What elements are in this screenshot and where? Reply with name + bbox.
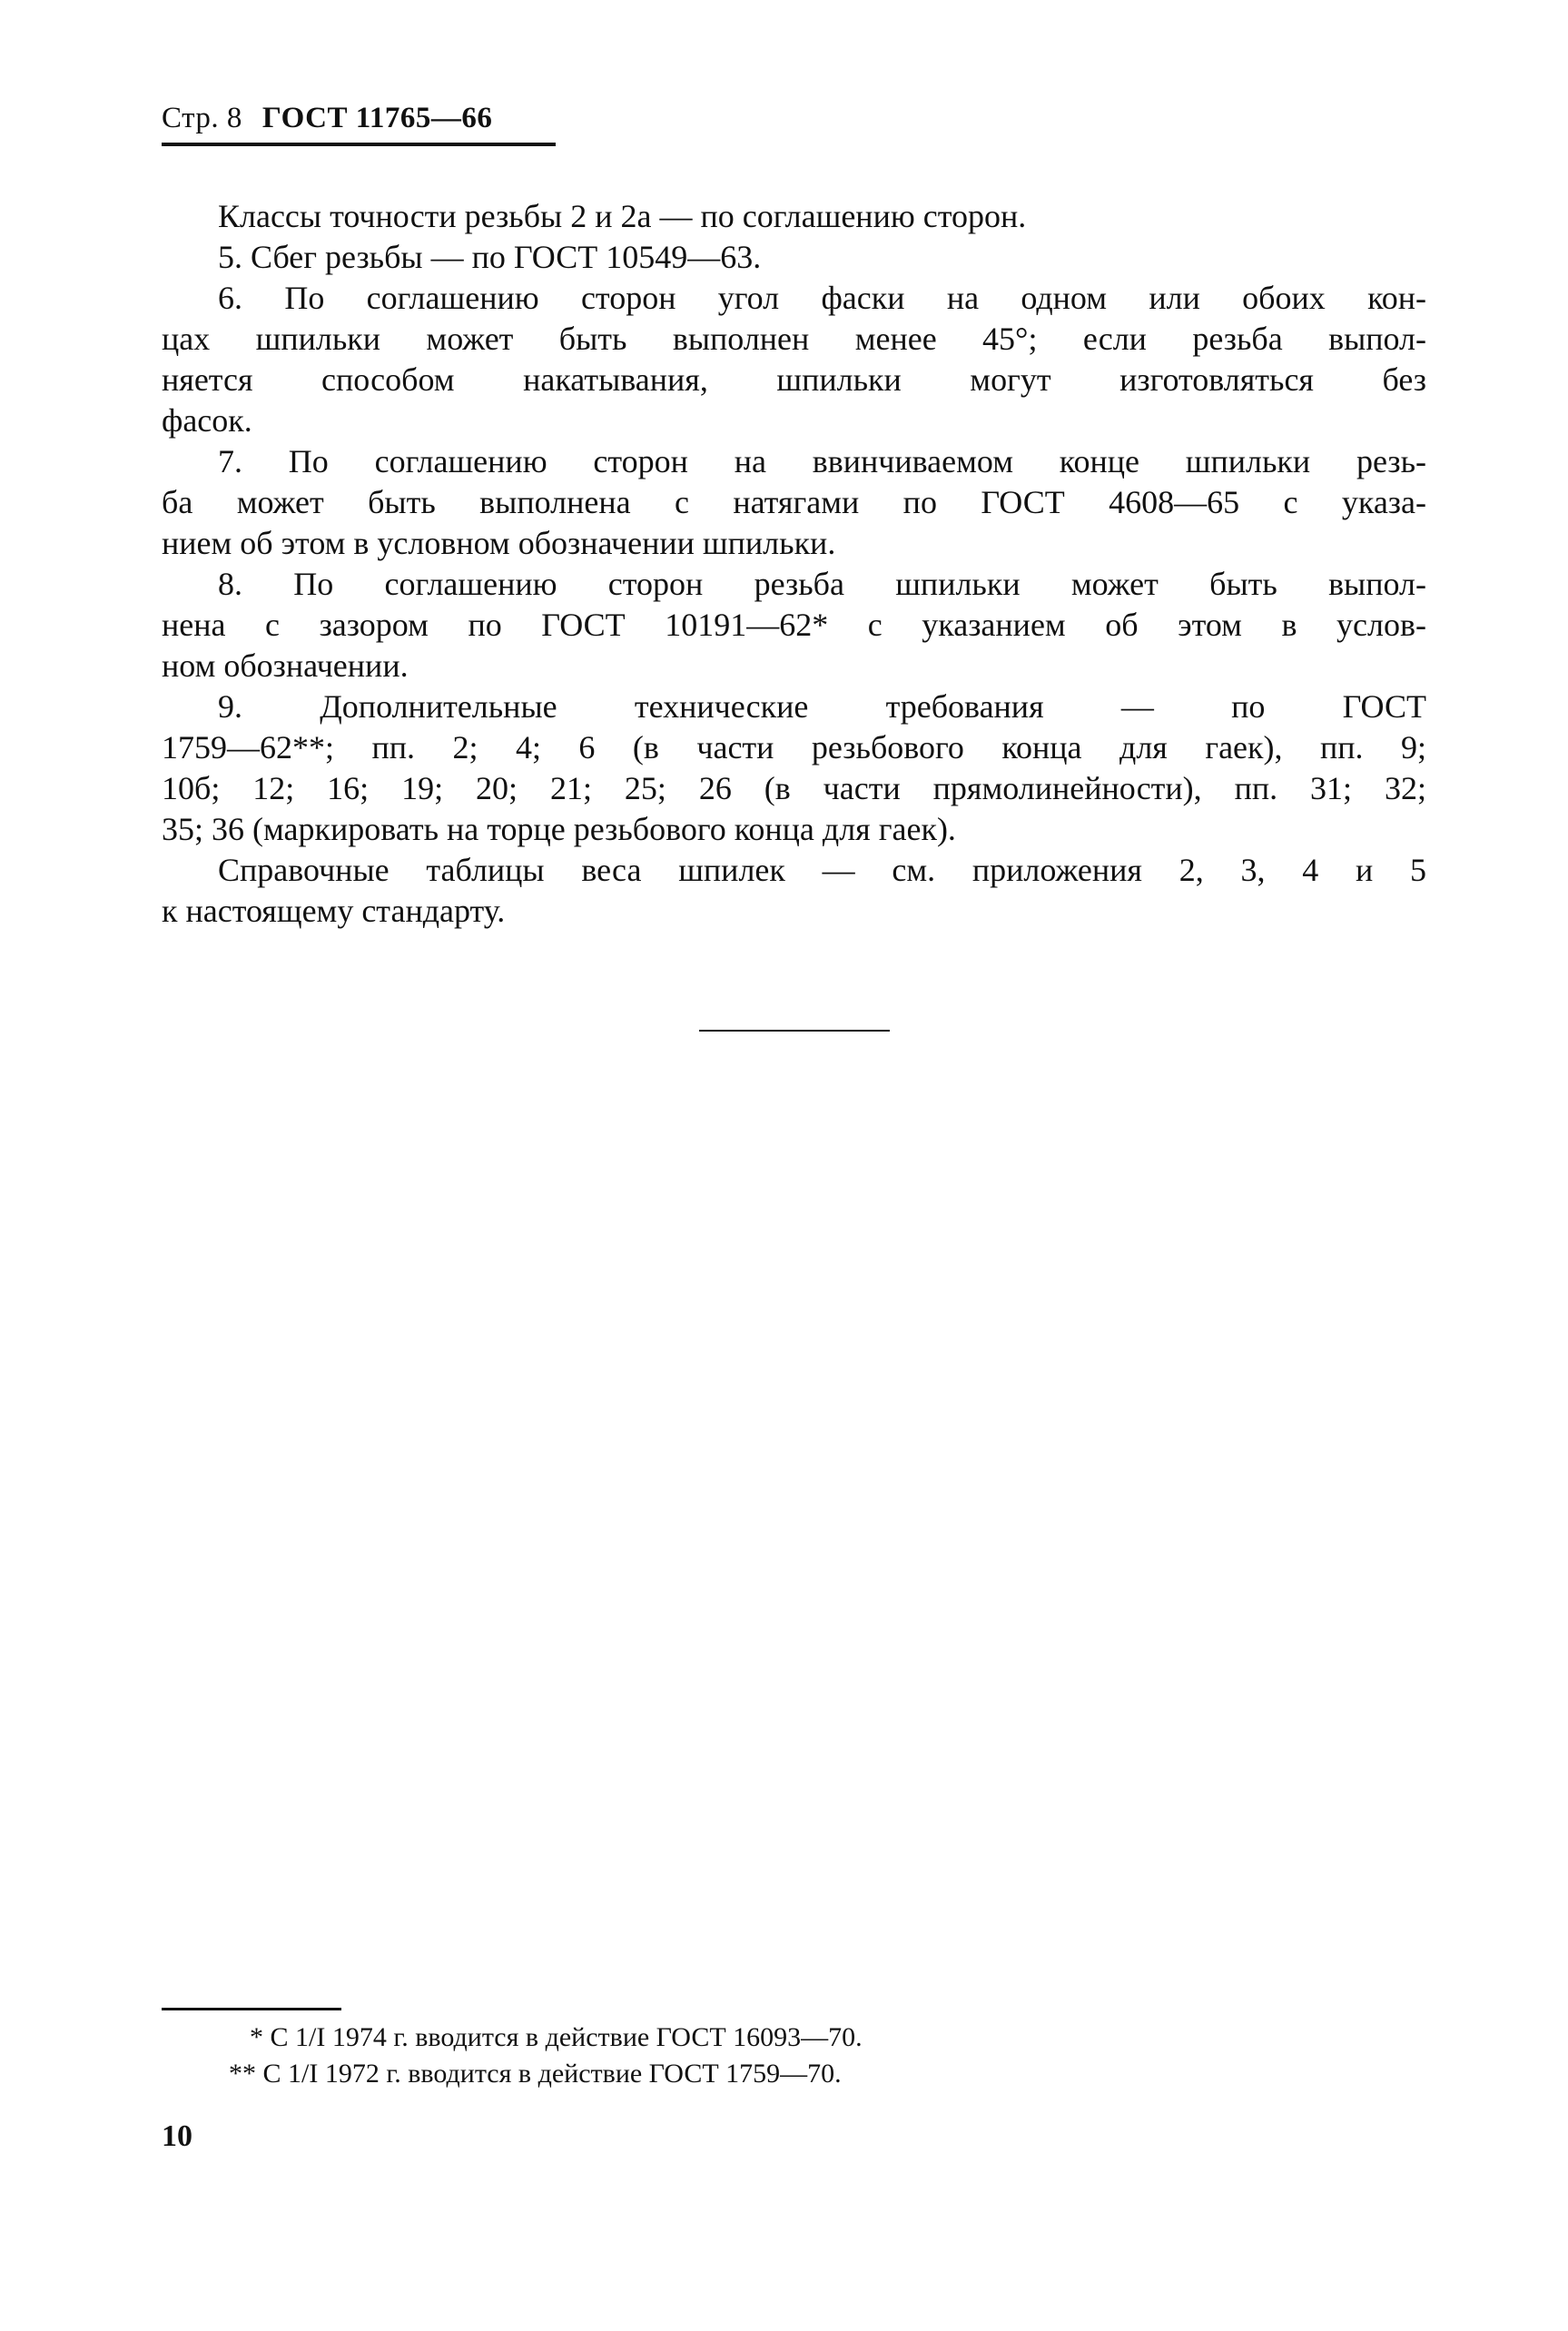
- header-rule: [162, 143, 556, 146]
- document-body: [162, 196, 1426, 932]
- text-line: 8. По соглашению сторон резьба шпильки может быть выпол-: [218, 566, 1426, 602]
- running-header: [162, 102, 492, 135]
- paragraph: [162, 237, 1426, 278]
- footnote-2: ** С 1/I 1972 г. вводится в действие ГОСТ 1759—70.: [229, 2059, 842, 2089]
- section-end-rule: [699, 1030, 890, 1032]
- text-line: фасок.: [162, 402, 252, 439]
- footnote-rule: [162, 2008, 341, 2010]
- paragraph: [162, 564, 1426, 686]
- text-line: к настоящему стандарту.: [162, 893, 506, 929]
- text-line: 5. Сбег резьбы — по ГОСТ 10549—63.: [218, 239, 762, 275]
- text-line: Классы точности резьбы 2 и 2а — по соглашению сторон.: [218, 198, 1027, 234]
- paragraph: [162, 686, 1426, 850]
- header-standard: ГОСТ 11765—66: [261, 102, 493, 134]
- paragraph: [162, 850, 1426, 932]
- text-line: 35; 36 (маркировать на торце резьбового конца для гаек).: [162, 811, 956, 847]
- text-line: ба может быть выполнена с натягами по ГОСТ 4608—65 с указа-: [162, 484, 1426, 520]
- text-line: нием об этом в условном обозначении шпильки.: [162, 525, 836, 561]
- text-line: 9. Дополнительные технические требования — по ГОСТ: [218, 688, 1426, 725]
- paragraph: [162, 196, 1426, 237]
- text-line: ном обозначении.: [162, 647, 409, 684]
- header-page-label: Стр. 8: [162, 102, 242, 134]
- text-line: няется способом накатывания, шпильки могут изготовляться без: [162, 361, 1426, 398]
- text-line: 7. По соглашению сторон на ввинчиваемом конце шпильки резь-: [218, 443, 1426, 479]
- text-line: цах шпильки может быть выполнен менее 45°; если резьба выпол-: [162, 321, 1426, 357]
- text-line: Справочные таблицы веса шпилек — см. приложения 2, 3, 4 и 5: [218, 852, 1426, 888]
- text-line: 10б; 12; 16; 19; 20; 21; 25; 26 (в части прямолинейности), пп. 31; 32;: [162, 770, 1426, 806]
- paragraph: [162, 278, 1426, 441]
- page-number: 10: [162, 2119, 192, 2153]
- paragraph: [162, 441, 1426, 564]
- text-line: нена с зазором по ГОСТ 10191—62* с указанием об этом в услов-: [162, 607, 1426, 643]
- text-line: 1759—62**; пп. 2; 4; 6 (в части резьбового конца для гаек), пп. 9;: [162, 729, 1426, 765]
- footnote-1: * С 1/I 1974 г. вводится в действие ГОСТ 16093—70.: [250, 2022, 863, 2052]
- text-line: 6. По соглашению сторон угол фаски на одном или обоих кон-: [218, 280, 1426, 316]
